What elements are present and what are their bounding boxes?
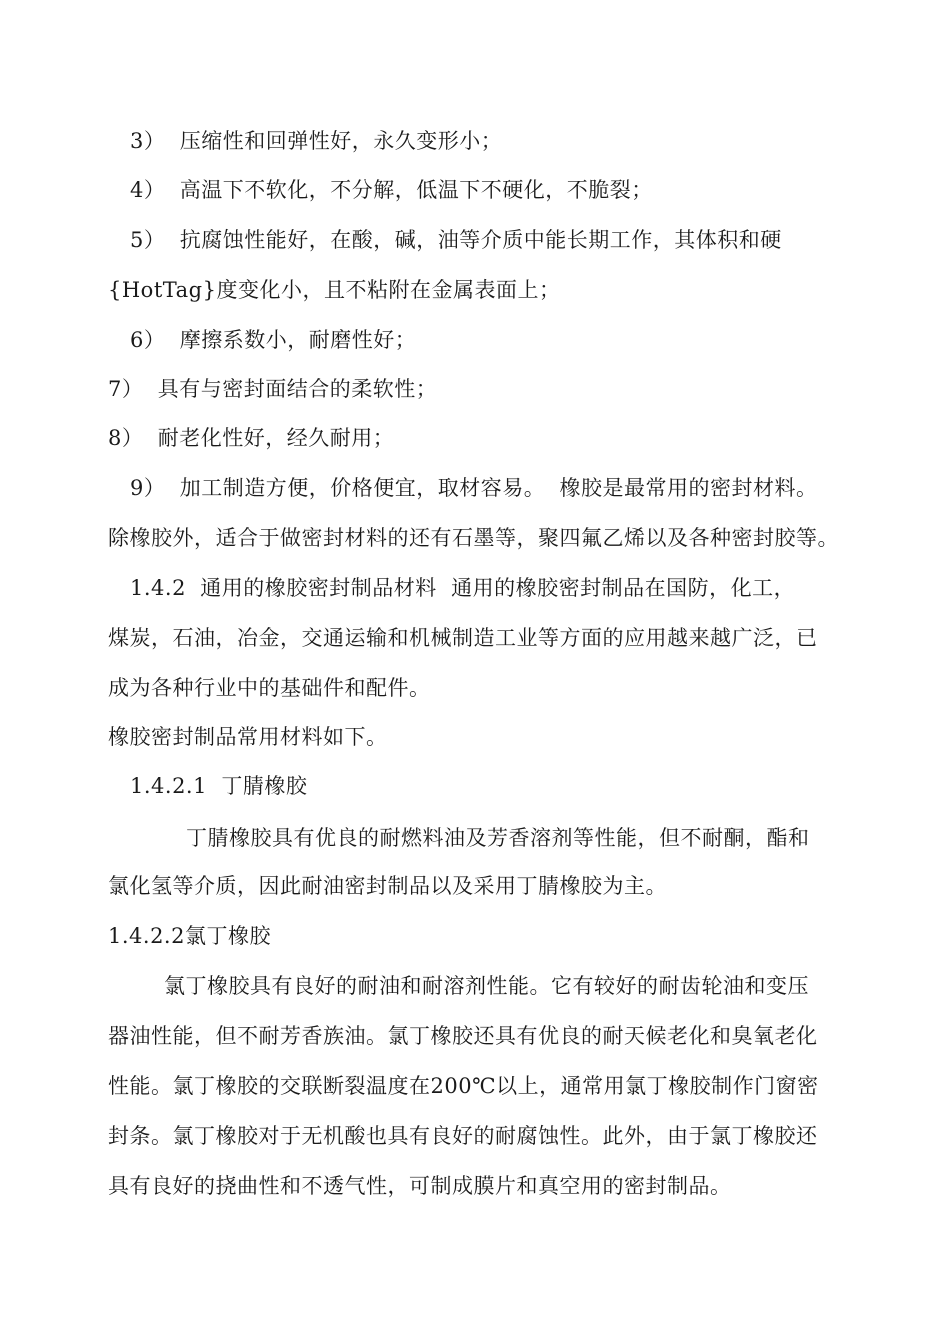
line-text: 器油性能，但不耐芳香族油。氯丁橡胶还具有优良的耐天候老化和臭氧老化	[108, 1024, 818, 1048]
paragraph-line	[0, 868, 950, 904]
list-item-5	[0, 222, 950, 258]
line-text: 煤炭，石油，冶金，交通运输和机械制造工业等方面的应用越来越广泛，已	[108, 626, 818, 650]
list-item-6	[0, 322, 950, 358]
list-item-8	[0, 420, 950, 456]
line-text: 3） 压缩性和回弹性好，永久变形小；	[130, 129, 503, 153]
line-text: 除橡胶外，适合于做密封材料的还有石墨等，聚四氟乙烯以及各种密封胶等。	[108, 526, 839, 550]
line-text: 1.4.2.2氯丁橡胶	[108, 924, 271, 948]
section-heading-1-4-2	[0, 570, 950, 606]
list-item-5-continued	[0, 272, 950, 308]
line-text: 1.4.2.1 丁腈橡胶	[130, 774, 308, 798]
line-text: 1.4.2 通用的橡胶密封制品材料 通用的橡胶密封制品在国防，化工，	[130, 576, 796, 600]
line-text: 9） 加工制造方便，价格便宜，取材容易。 橡胶是最常用的密封材料。	[130, 476, 818, 500]
paragraph-line	[0, 1018, 950, 1054]
line-text: {HotTag}度变化小，且不粘附在金属表面上；	[108, 278, 561, 302]
line-text: 橡胶密封制品常用材料如下。	[108, 725, 388, 749]
paragraph-line	[0, 520, 950, 556]
paragraph-line	[0, 820, 950, 856]
paragraph-line	[0, 968, 950, 1004]
paragraph-line	[0, 1168, 950, 1204]
line-text: 封条。氯丁橡胶对于无机酸也具有良好的耐腐蚀性。此外，由于氯丁橡胶还	[108, 1124, 818, 1148]
section-heading-1-4-2-1	[0, 768, 950, 804]
line-text: 7） 具有与密封面结合的柔软性；	[108, 377, 438, 401]
section-heading-1-4-2-2	[0, 918, 950, 954]
paragraph-line	[0, 670, 950, 706]
list-item-3	[0, 123, 950, 159]
paragraph-line	[0, 719, 950, 755]
line-text: 8） 耐老化性好，经久耐用；	[108, 426, 395, 450]
line-text: 氯丁橡胶具有良好的耐油和耐溶剂性能。它有较好的耐齿轮油和变压	[164, 974, 809, 998]
paragraph-line	[0, 1068, 950, 1104]
paragraph-line	[0, 1118, 950, 1154]
line-text: 丁腈橡胶具有优良的耐燃料油及芳香溶剂等性能，但不耐酮，酯和	[186, 826, 810, 850]
paragraph-line	[0, 620, 950, 656]
line-text: 4） 高温下不软化，不分解，低温下不硬化，不脆裂；	[130, 178, 653, 202]
line-text: 性能。氯丁橡胶的交联断裂温度在200℃以上，通常用氯丁橡胶制作门窗密	[108, 1074, 819, 1098]
list-item-4	[0, 172, 950, 208]
line-text: 5） 抗腐蚀性能好，在酸，碱，油等介质中能长期工作，其体积和硬	[130, 228, 782, 252]
line-text: 成为各种行业中的基础件和配件。	[108, 676, 431, 700]
line-text: 具有良好的挠曲性和不透气性，可制成膜片和真空用的密封制品。	[108, 1174, 732, 1198]
list-item-9	[0, 470, 950, 506]
line-text: 6） 摩擦系数小，耐磨性好；	[130, 328, 417, 352]
line-text: 氯化氢等介质，因此耐油密封制品以及采用丁腈橡胶为主。	[108, 874, 667, 898]
list-item-7	[0, 371, 950, 407]
